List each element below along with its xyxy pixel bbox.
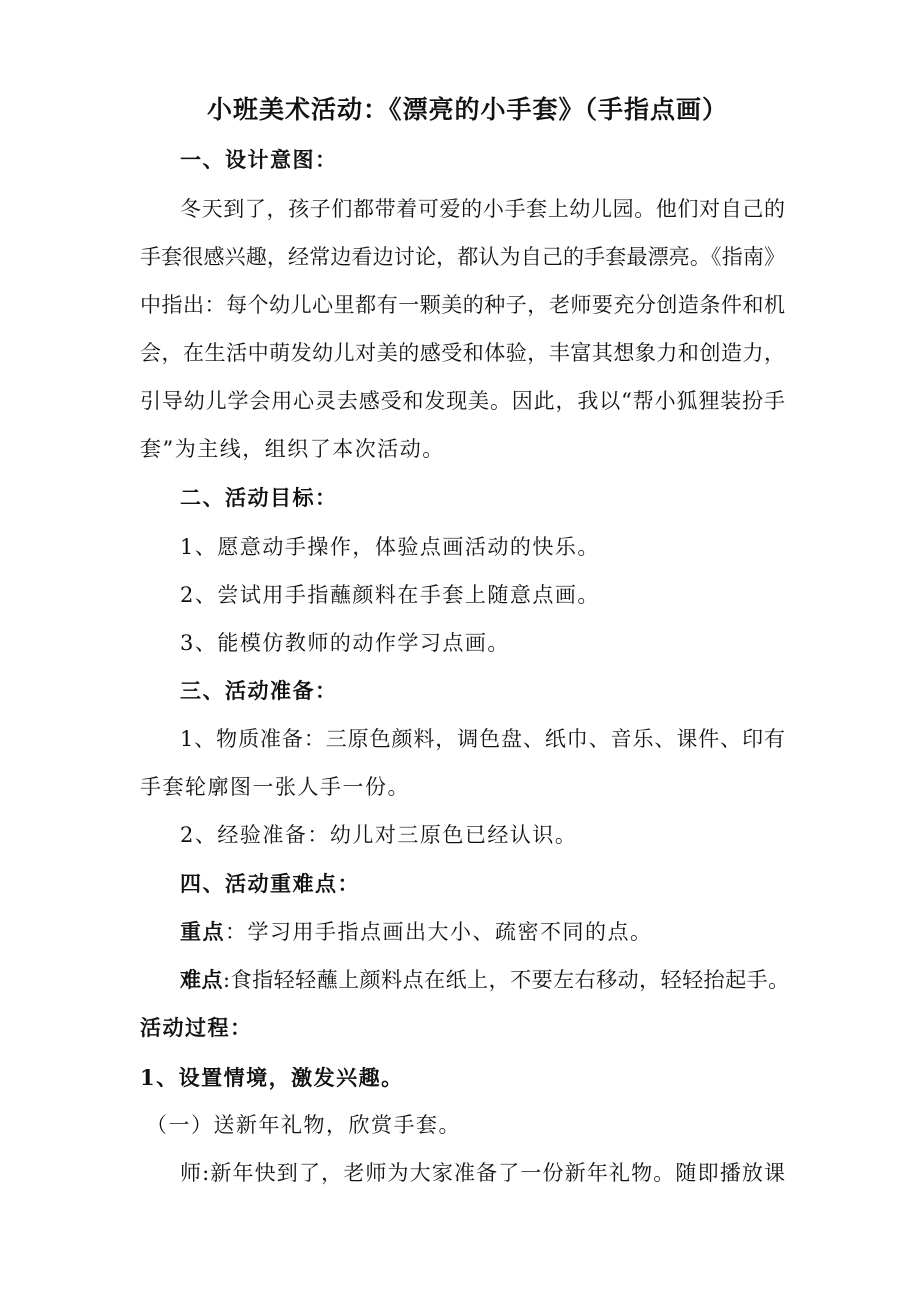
document-title: 小班美术活动：《漂亮的小手套》（手指点画）	[207, 95, 729, 124]
teacher-label: 师	[180, 1161, 203, 1185]
goal-item: 1、愿意动手操作，体验点画活动的快乐。	[180, 535, 600, 559]
preparation-item: 2、经验准备：幼儿对三原色已经认识。	[180, 823, 578, 847]
section-heading-process: 活动过程：	[140, 1015, 253, 1040]
difficulty-text: :食指轻轻蘸上颜料点在纸上，不要左右移动，轻轻抬起手。	[223, 968, 790, 992]
paragraph-line: 会，在生活中萌发幼儿对美的感受和体验，丰富其想象力和创造力，	[140, 341, 785, 365]
goal-item: 3、能模仿教师的动作学习点画。	[180, 631, 510, 655]
section-heading-key-points: 四、活动重难点：	[180, 871, 360, 896]
section-heading-design-intent: 一、设计意图：	[180, 147, 338, 172]
section-heading-preparation: 三、活动准备：	[180, 678, 338, 703]
key-point-line	[180, 917, 785, 947]
difficulty-label: 难点	[180, 967, 223, 992]
key-point-text: ：学习用手指点画出大小、疏密不同的点。	[225, 920, 653, 944]
difficulty-line	[180, 965, 790, 995]
paragraph-line: 引导幼儿学会用心灵去感受和发现美。因此，我以“帮小狐狸装扮手	[140, 389, 785, 413]
process-step-heading: 1、设置情境，激发兴趣。	[140, 1065, 404, 1090]
section-heading-goals: 二、活动目标：	[180, 485, 338, 510]
goal-item: 2、尝试用手指蘸颜料在手套上随意点画。	[180, 583, 600, 607]
key-point-label: 重点	[180, 919, 225, 944]
paragraph-line: 套”为主线，组织了本次活动。	[140, 437, 445, 461]
teacher-line	[180, 1158, 785, 1188]
teacher-text: :新年快到了，老师为大家准备了一份新年礼物。随即播放课	[202, 1161, 786, 1185]
process-sub-heading: （一）送新年礼物，欣赏手套。	[146, 1113, 461, 1137]
preparation-item: 1、物质准备：三原色颜料，调色盘、纸巾、音乐、课件、印有	[180, 727, 785, 751]
paragraph-line: 手套很感兴趣，经常边看边讨论，都认为自己的手套最漂亮。《指南》	[140, 245, 785, 269]
paragraph-line: 冬天到了，孩子们都带着可爱的小手套上幼儿园。他们对自己的	[180, 197, 785, 221]
paragraph-line: 中指出：每个幼儿心里都有一颗美的种子，老师要充分创造条件和机	[140, 293, 785, 317]
preparation-item-continued: 手套轮廓图一张人手一份。	[140, 775, 410, 799]
